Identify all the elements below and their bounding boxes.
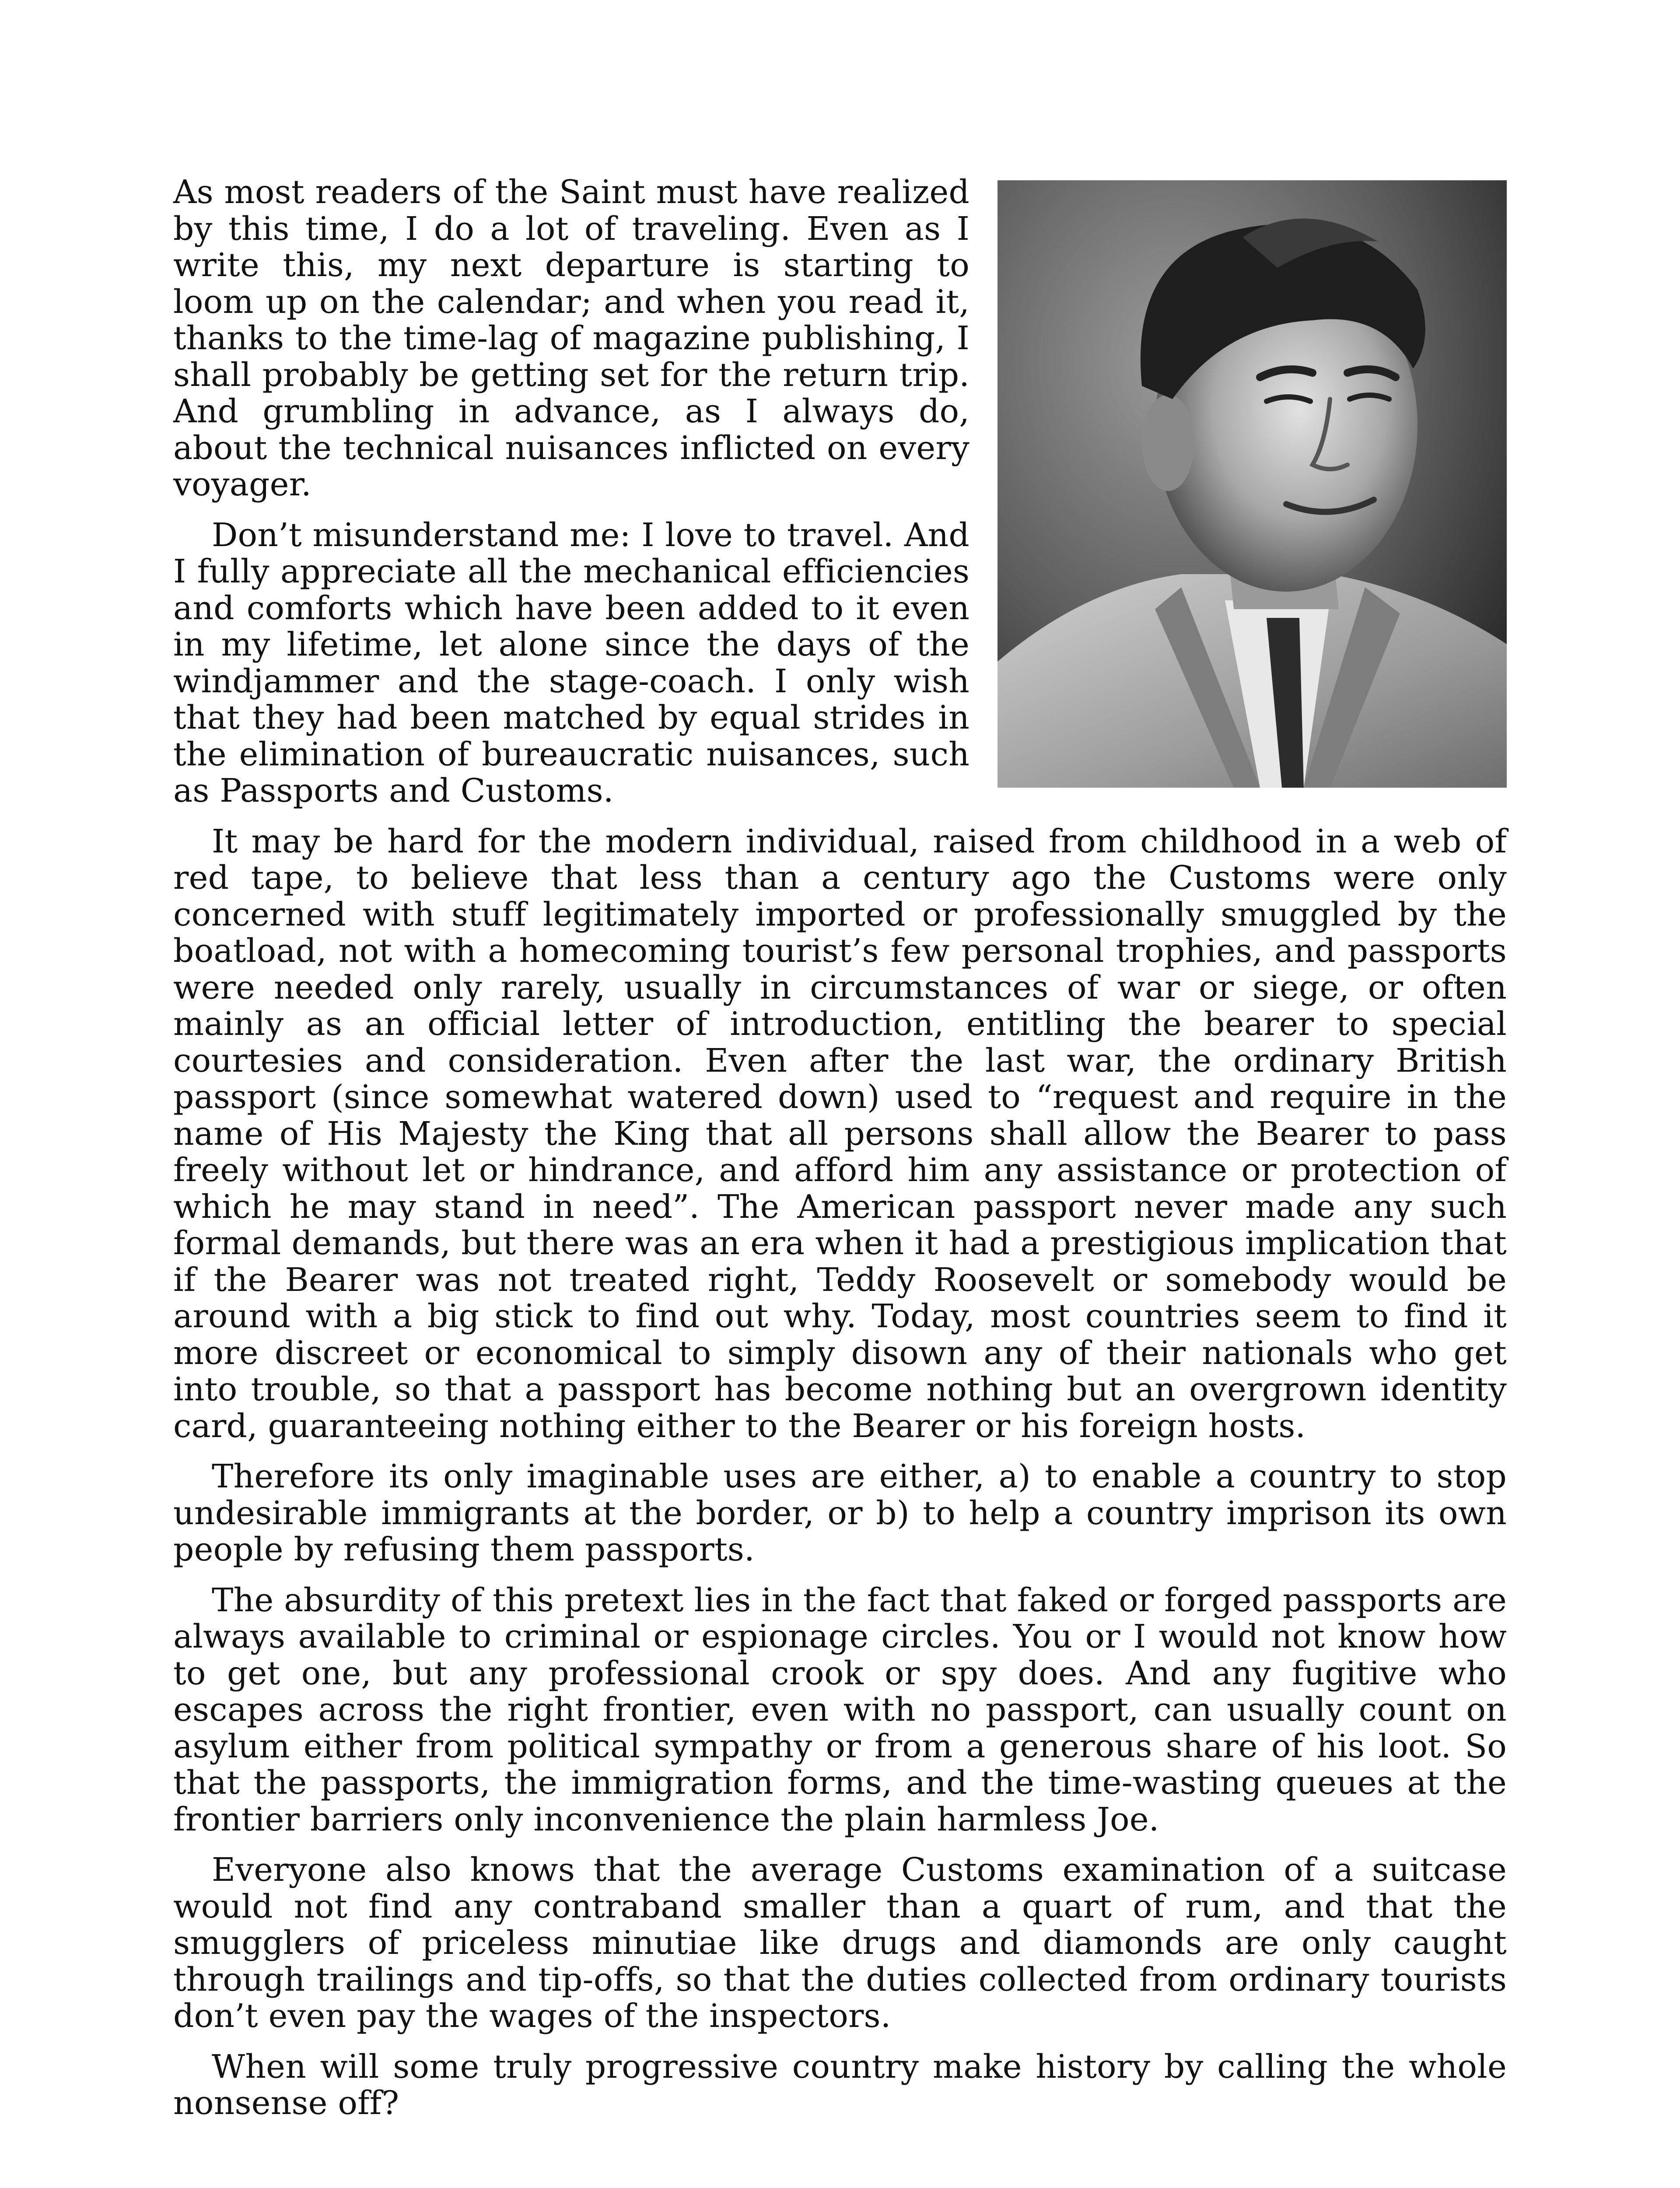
- author-portrait-photo: [998, 180, 1507, 788]
- article-paragraph-2: Don’t misunderstand me: I love to travel. And I fully appreciate all the mechanical efficiencies and comforts which have been added to it even in my lifetime, let alone since the days of the windjammer and the stage-coach. I only wish that they had been matched by equal strides in the elimination of bureaucratic nuisances, such as Passports and Customs.: [173, 516, 970, 810]
- article-paragraph-7: When will some truly progressive country make history by calling the whole nonsense off?: [173, 2048, 1507, 2122]
- portrait-image: [998, 180, 1507, 788]
- article-paragraph-3: It may be hard for the modern individual, raised from childhood in a web of red tape, to believe that less than a century ago the Customs were only concerned with stuff legitimately imported or professionally smuggled by the boatload, not with a homecoming tourist’s few personal trophies, and passports were needed only rarely, usually in circumstances of war or siege, or often mainly as an official letter of introduction, entitling the bearer to special courtesies and consideration. Even after the last war, the ordinary British passport (since somewhat watered down) used to “request and require in the name of His Majesty the King that all persons shall allow the Bearer to pass freely without let or hindrance, and afford him any assistance or protection of which he may stand in need”. The American passport never made any such formal demands, but there was an era when it had a prestigious implication that if the Bearer was not treated right, Teddy Roosevelt or somebody would be around with a big stick to find out why. Today, most countries seem to find it more discreet or economical to simply disown any of their nationals who get into trouble, so that a passport has become nothing but an overgrown identity card, guaranteeing nothing either to the Bearer or his foreign hosts.: [173, 822, 1507, 1445]
- article-paragraph-6: Everyone also knows that the average Customs examination of a suitcase would not find any contraband smaller than a quart of rum, and that the smugglers of priceless minutiae like drugs and diamonds are only caught through trailings and tip-offs, so that the duties collected from ordinary tourists don’t even pay the wages of the inspectors.: [173, 1851, 1507, 2035]
- article-paragraph-1: As most readers of the Saint must have realized by this time, I do a lot of traveling. Even as I write this, my next departure is starting to loom up on the calendar; and when you read it, thanks to the time-lag of magazine publishing, I shall probably be getting set for the return trip. And grumbling in advance, as I always do, about the technical nuisances inflicted on every voyager.: [173, 173, 970, 503]
- article-paragraph-5: The absurdity of this pretext lies in the fact that faked or forged passports are always available to criminal or espionage circles. You or I would not know how to get one, but any professional crook or spy does. And any fugitive who escapes across the right frontier, even with no passport, can usually count on asylum either from political sympathy or from a generous share of his loot. So that the passports, the immigration forms, and the time-wasting queues at the frontier barriers only inconvenience the plain harmless Joe.: [173, 1581, 1507, 1838]
- article-paragraph-4: Therefore its only imaginable uses are either, a) to enable a country to stop undesirable immigrants at the border, or b) to help a country imprison its own people by refusing them passports.: [173, 1458, 1507, 1568]
- article-column: [173, 174, 1507, 2136]
